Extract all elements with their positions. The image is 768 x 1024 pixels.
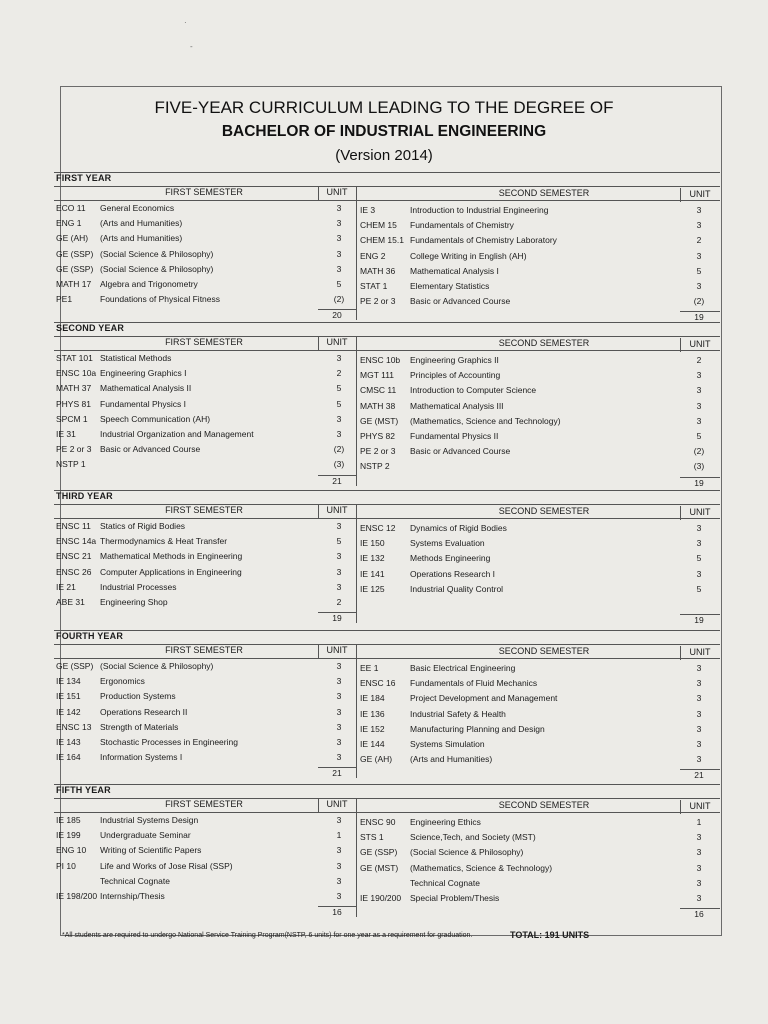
course-units: 3: [696, 877, 702, 888]
course-units: 3: [336, 737, 342, 747]
course-code: PE1: [56, 294, 73, 305]
course-units: 3: [696, 370, 702, 381]
course-code: IE 150: [360, 538, 385, 549]
unit-header: UNIT: [326, 505, 348, 515]
second-sem-total: 16: [694, 909, 704, 920]
course-code: IE 185: [56, 815, 81, 825]
year-label: THIRD YEAR: [56, 491, 113, 501]
course-units: 3: [696, 693, 702, 704]
course-code: ENSC 10b: [360, 355, 401, 365]
scan-speck: -: [190, 42, 193, 51]
course-title: Mathematical Methods in Engineering: [100, 551, 243, 562]
course-units: 3: [336, 218, 342, 229]
course-code: PI 10: [56, 860, 76, 871]
second-semester-header: SECOND SEMESTER: [498, 506, 590, 516]
year-top-rule: [54, 172, 720, 173]
first-sem-total: 16: [332, 907, 342, 918]
course-units: 3: [696, 723, 702, 734]
first-semester-header: FIRST SEMESTER: [165, 187, 243, 197]
course-units: 3: [336, 353, 342, 363]
first-semester-header: FIRST SEMESTER: [165, 645, 243, 655]
course-title: Dynamics of Rigid Bodies: [410, 523, 507, 533]
first-semester-header: FIRST SEMESTER: [165, 799, 243, 809]
course-title: Engineering Graphics II: [410, 355, 499, 365]
course-units: 3: [696, 250, 702, 261]
course-code: ENG 1: [56, 218, 82, 229]
course-code: PE 2 or 3: [360, 296, 396, 307]
unit-col-divider: [318, 644, 319, 658]
course-code: ENSC 14a: [56, 536, 97, 547]
course-units: 3: [696, 205, 702, 215]
unit-header: UNIT: [326, 187, 348, 197]
course-units: 3: [696, 281, 702, 291]
course-title: Statistical Methods: [100, 353, 172, 363]
course-code: ABE 31: [56, 597, 85, 607]
course-units: 5: [336, 536, 342, 547]
course-title: Fundamental Physics I: [100, 398, 186, 409]
course-units: 3: [336, 566, 342, 577]
course-units: 3: [336, 581, 342, 592]
year-label: FIFTH YEAR: [56, 785, 111, 795]
course-title: Systems Simulation: [410, 739, 485, 749]
course-code: IE 164: [56, 752, 81, 763]
course-title: Undergraduate Seminar: [100, 830, 191, 841]
first-sem-total: 20: [332, 310, 342, 321]
course-units: 3: [696, 400, 702, 411]
course-title: Industrial Systems Design: [100, 815, 199, 825]
semester-divider: [356, 658, 357, 778]
second-semester-header: SECOND SEMESTER: [498, 188, 590, 198]
course-units: 3: [696, 832, 702, 843]
grand-total: TOTAL: 191 UNITS: [510, 930, 590, 940]
course-code: IE 3: [360, 205, 376, 215]
year-top-rule: [54, 322, 720, 323]
course-title: Information Systems I: [100, 752, 183, 763]
course-units: 3: [336, 815, 342, 825]
second-semester-header: SECOND SEMESTER: [498, 646, 590, 656]
unit-header: UNIT: [689, 801, 711, 811]
course-code: ENSC 11: [56, 521, 91, 531]
course-title: Special Problem/Thesis: [410, 893, 500, 903]
course-units: (2): [693, 446, 705, 457]
course-units: 3: [336, 845, 342, 856]
course-units: 3: [696, 538, 702, 549]
course-units: 3: [696, 663, 702, 673]
second-sem-total: 21: [694, 770, 704, 781]
course-title: Fundamentals of Chemistry Laboratory: [410, 235, 557, 246]
course-code: STAT 101: [56, 353, 93, 363]
year-block: [54, 630, 722, 780]
course-units: 3: [336, 551, 342, 562]
year-top-rule: [54, 784, 720, 785]
unit-header: UNIT: [689, 647, 711, 657]
course-units: 2: [336, 368, 342, 379]
course-title: Basic or Advanced Course: [410, 296, 511, 307]
course-code: IE 31: [56, 429, 76, 439]
course-code: PHYS 81: [56, 398, 91, 409]
unit-header: UNIT: [326, 337, 348, 347]
course-code: IE 184: [360, 693, 385, 704]
course-title: Statics of Rigid Bodies: [100, 521, 186, 531]
year-block: [54, 322, 722, 488]
course-units: 3: [696, 220, 702, 231]
unit-col-divider: [318, 336, 319, 350]
course-units: 2: [696, 355, 702, 365]
course-title: Engineering Graphics I: [100, 368, 187, 379]
course-units: 1: [336, 830, 342, 841]
title-line-2: BACHELOR OF INDUSTRIAL ENGINEERING: [221, 123, 547, 140]
course-units: 3: [336, 233, 342, 244]
course-code: IE 141: [360, 568, 385, 579]
course-units: 2: [696, 235, 702, 246]
course-title: Science,Tech, and Society (MST): [410, 832, 536, 843]
course-title: Fundamental Physics II: [410, 431, 499, 441]
course-code: IE 142: [56, 706, 81, 717]
course-code: GE (SSP): [56, 661, 94, 671]
course-title: Systems Evaluation: [410, 538, 485, 549]
course-units: 3: [336, 691, 342, 702]
course-code: ENG 10: [56, 845, 87, 856]
header-bottom-rule: [54, 200, 720, 201]
course-title: Operations Research I: [410, 568, 496, 579]
course-units: 3: [336, 661, 342, 671]
course-code: MGT 111: [360, 370, 395, 381]
unit-col-divider: [318, 186, 319, 200]
scan-speck: ·: [184, 18, 187, 27]
course-code: IE 132: [360, 553, 385, 564]
course-title: Introduction to Computer Science: [410, 385, 537, 396]
course-code: NSTP 2: [360, 461, 390, 472]
unit-col-divider: [318, 504, 319, 518]
course-code: IE 136: [360, 708, 385, 719]
course-units: 5: [696, 431, 702, 441]
course-title: Technical Cognate: [100, 875, 170, 886]
course-title: Mathematical Analysis I: [410, 265, 499, 276]
course-units: 3: [336, 752, 342, 763]
course-code: IE 143: [56, 737, 81, 747]
year-top-rule: [54, 490, 720, 491]
course-code: ENSC 13: [56, 721, 92, 732]
course-title: College Writing in English (AH): [410, 250, 527, 261]
course-units: 3: [696, 893, 702, 903]
course-title: Mathematical Analysis II: [100, 383, 192, 394]
course-code: IE 199: [56, 830, 81, 841]
semester-divider: [356, 798, 357, 812]
unit-header: UNIT: [689, 189, 711, 199]
course-units: (3): [333, 459, 345, 470]
course-title: Life and Works of Jose Risal (SSP): [100, 860, 233, 871]
course-code: MATH 37: [56, 383, 92, 394]
course-title: Technical Cognate: [410, 877, 480, 888]
course-units: 5: [696, 265, 702, 276]
course-title: (Mathematics, Science & Technology): [410, 862, 553, 873]
course-units: 2: [336, 597, 342, 607]
first-sem-total: 21: [332, 475, 342, 486]
semester-divider: [356, 504, 357, 518]
first-sem-total: 21: [332, 768, 342, 779]
semester-divider: [356, 186, 357, 200]
course-code: PE 2 or 3: [56, 444, 92, 455]
course-code: GE (MST): [360, 862, 399, 873]
course-code: GE (SSP): [56, 263, 94, 274]
course-title: (Social Science & Philosophy): [100, 248, 214, 259]
first-semester-header: FIRST SEMESTER: [165, 505, 243, 515]
course-title: Engineering Ethics: [410, 817, 481, 827]
course-units: 3: [336, 203, 342, 213]
second-sem-total: 19: [694, 477, 704, 488]
course-code: GE (MST): [360, 415, 399, 426]
course-units: 3: [336, 891, 342, 901]
course-units: 3: [336, 429, 342, 439]
course-code: ENSC 21: [56, 551, 92, 562]
course-title: (Social Science & Philosophy): [100, 661, 214, 671]
course-title: Project Development and Management: [410, 693, 558, 704]
course-title: (Mathematics, Science and Technology): [410, 415, 561, 426]
course-title: Foundations of Physical Fitness: [100, 294, 221, 305]
course-title: Operations Research II: [100, 706, 188, 717]
header-bottom-rule: [54, 518, 720, 519]
course-units: (2): [333, 294, 345, 305]
year-label: FIRST YEAR: [56, 173, 112, 183]
semester-divider: [356, 350, 357, 486]
course-code: ENSC 90: [360, 817, 396, 827]
course-title: Basic Electrical Engineering: [410, 663, 516, 673]
course-code: IE 134: [56, 676, 81, 687]
course-code: GE (AH): [56, 233, 89, 244]
course-units: 5: [336, 279, 342, 289]
course-title: (Arts and Humanities): [100, 218, 183, 229]
second-sem-total: 19: [694, 312, 704, 323]
course-title: Introduction to Industrial Engineering: [410, 205, 549, 215]
course-units: 3: [696, 678, 702, 689]
course-code: IE 151: [56, 691, 81, 702]
course-title: Stochastic Processes in Engineering: [100, 737, 238, 747]
course-title: Algebra and Trigonometry: [100, 279, 198, 289]
course-title: Strength of Materials: [100, 721, 179, 732]
course-title: Internship/Thesis: [100, 891, 165, 901]
footnote: *All students are required to undergo National Service Training Program(NSTP, 6 units) for one year as a requirement for graduation.: [62, 932, 473, 939]
course-title: Manufacturing Planning and Design: [410, 723, 545, 734]
semester-divider: [356, 336, 357, 350]
course-title: Production Systems: [100, 691, 176, 702]
course-units: 1: [696, 817, 702, 827]
course-title: Mathematical Analysis III: [410, 400, 504, 411]
course-units: 3: [696, 754, 702, 765]
course-units: 3: [696, 739, 702, 749]
course-title: (Arts and Humanities): [100, 233, 183, 244]
course-units: 3: [696, 708, 702, 719]
course-code: EE 1: [360, 663, 379, 673]
first-sem-total: 19: [332, 613, 342, 624]
course-units: 5: [696, 553, 702, 564]
course-code: ENSC 26: [56, 566, 92, 577]
year-top-rule: [54, 630, 720, 631]
course-units: 3: [336, 676, 342, 687]
course-units: 3: [336, 248, 342, 259]
semester-divider: [356, 518, 357, 623]
title-line-1: FIVE-YEAR CURRICULUM LEADING TO THE DEGREE OF: [154, 98, 614, 117]
unit-header: UNIT: [326, 645, 348, 655]
course-title: (Arts and Humanities): [410, 754, 493, 765]
unit-header: UNIT: [689, 339, 711, 349]
course-units: 3: [696, 568, 702, 579]
course-units: (2): [333, 444, 345, 455]
course-title: Fundamentals of Fluid Mechanics: [410, 678, 538, 689]
course-title: Computer Applications in Engineering: [100, 566, 242, 577]
header-bottom-rule: [54, 658, 720, 659]
course-code: GE (AH): [360, 754, 393, 765]
course-title: Industrial Organization and Management: [100, 429, 254, 439]
course-code: GE (SSP): [360, 847, 398, 858]
course-units: 3: [696, 385, 702, 396]
course-title: General Economics: [100, 203, 175, 213]
course-code: NSTP 1: [56, 459, 86, 470]
course-units: 3: [336, 263, 342, 274]
course-title: Writing of Scientific Papers: [100, 845, 202, 856]
course-units: (2): [693, 296, 705, 307]
course-code: ENG 2: [360, 250, 386, 261]
course-units: 5: [336, 383, 342, 394]
course-title: Principles of Accounting: [410, 370, 501, 381]
year-label: FOURTH YEAR: [56, 631, 124, 641]
course-code: IE 190/200: [360, 893, 402, 903]
course-units: 3: [336, 521, 342, 531]
year-label: SECOND YEAR: [56, 323, 125, 333]
unit-col-divider: [318, 798, 319, 812]
course-units: 3: [696, 523, 702, 533]
course-units: 3: [336, 721, 342, 732]
course-title: Industrial Safety & Health: [410, 708, 506, 719]
second-semester-header: SECOND SEMESTER: [498, 338, 590, 348]
course-units: 3: [696, 847, 702, 858]
course-title: Thermodynamics & Heat Transfer: [100, 536, 228, 547]
course-units: 5: [696, 583, 702, 594]
course-code: PE 2 or 3: [360, 446, 396, 457]
course-title: (Social Science & Philosophy): [100, 263, 214, 274]
course-code: ENSC 12: [360, 523, 396, 533]
course-title: Fundamentals of Chemistry: [410, 220, 514, 231]
course-title: Ergonomics: [100, 676, 145, 687]
first-semester-header: FIRST SEMESTER: [165, 337, 243, 347]
course-code: MATH 38: [360, 400, 396, 411]
course-title: Basic or Advanced Course: [410, 446, 511, 457]
course-code: ENSC 10a: [56, 368, 97, 379]
header-bottom-rule: [54, 350, 720, 351]
semester-divider: [356, 200, 357, 320]
semester-divider: [356, 812, 357, 917]
course-units: 3: [336, 860, 342, 871]
course-code: IE 21: [56, 581, 76, 592]
second-semester-header: SECOND SEMESTER: [498, 800, 590, 810]
year-block: [54, 172, 722, 322]
year-block: [54, 490, 722, 640]
course-code: IE 144: [360, 739, 385, 749]
course-units: 5: [336, 398, 342, 409]
unit-header: UNIT: [326, 799, 348, 809]
course-code: STS 1: [360, 832, 384, 843]
course-code: IE 125: [360, 583, 385, 594]
course-title: Speech Communication (AH): [100, 413, 211, 424]
course-code: PHYS 82: [360, 431, 395, 441]
title-line-3: (Version 2014): [335, 147, 433, 164]
course-title: Elementary Statistics: [410, 281, 490, 291]
course-code: CMSC 11: [360, 385, 397, 396]
course-units: 3: [336, 875, 342, 886]
course-units: 3: [336, 413, 342, 424]
course-code: MATH 17: [56, 279, 92, 289]
course-code: IE 198/200: [56, 891, 98, 901]
course-title: Methods Engineering: [410, 553, 491, 564]
unit-header: UNIT: [689, 507, 711, 517]
course-units: 3: [696, 862, 702, 873]
course-title: Engineering Shop: [100, 597, 168, 607]
course-title: Industrial Processes: [100, 581, 177, 592]
course-code: GE (SSP): [56, 248, 94, 259]
course-code: SPCM 1: [56, 413, 88, 424]
course-code: STAT 1: [360, 281, 388, 291]
second-sem-total: 19: [694, 615, 704, 626]
course-code: MATH 36: [360, 265, 396, 276]
course-code: ENSC 16: [360, 678, 396, 689]
course-code: CHEM 15.1: [360, 235, 404, 246]
course-units: 3: [696, 415, 702, 426]
course-code: IE 152: [360, 723, 385, 734]
course-code: ECO 11: [56, 203, 86, 213]
course-title: Industrial Quality Control: [410, 583, 504, 594]
year-block: [54, 784, 722, 934]
course-units: 3: [336, 706, 342, 717]
course-code: CHEM 15: [360, 220, 397, 231]
course-units: (3): [693, 461, 705, 472]
semester-divider: [356, 644, 357, 658]
header-bottom-rule: [54, 812, 720, 813]
course-title: Basic or Advanced Course: [100, 444, 201, 455]
course-title: (Social Science & Philosophy): [410, 847, 524, 858]
